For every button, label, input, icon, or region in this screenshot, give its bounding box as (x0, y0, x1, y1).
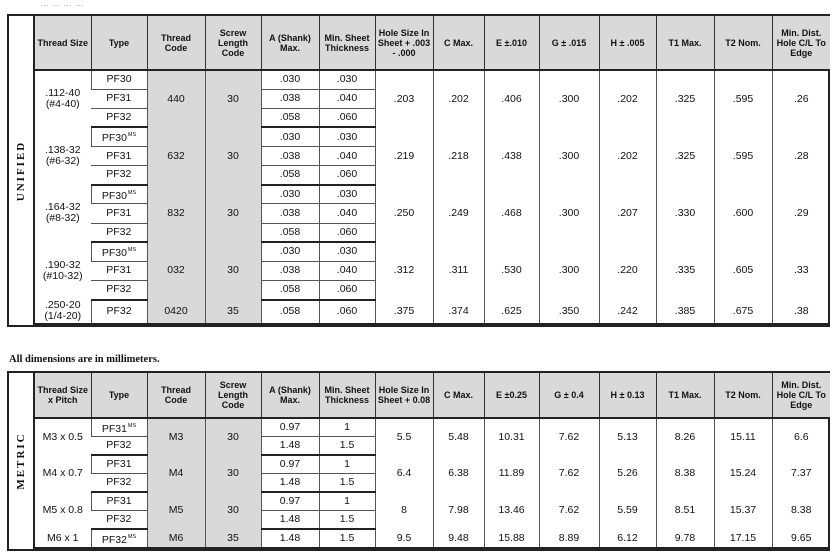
metric-t1-max-cell: 8.38 (656, 455, 714, 492)
metric-e-dim-cell: 11.89 (484, 455, 539, 492)
metric-g-dim-cell: 7.62 (539, 455, 599, 492)
metric-table-row (35, 455, 830, 474)
metric-min-sheet-cell: 1 (319, 455, 375, 474)
unified-e-dim-cell: .438 (484, 127, 539, 184)
unified-c-max-cell: .202 (433, 70, 484, 127)
unified-hole-size-cell: .203 (375, 70, 433, 127)
unified-thread-code-cell: 632 (147, 127, 205, 184)
unified-thread-code-cell: 032 (147, 242, 205, 299)
metric-type-cell (91, 474, 147, 493)
metric-c-max-cell: 7.98 (433, 492, 484, 529)
unified-t1-max-cell: .335 (656, 242, 714, 299)
unified-type-label: PF30 (101, 189, 127, 202)
metric-table (35, 373, 830, 549)
unified-screw-length-cell: 30 (205, 242, 261, 299)
unified-shank-cell: .058 (261, 166, 319, 185)
metric-type-label: PF31 (101, 422, 127, 435)
unified-header-cell: T1 Max. (656, 16, 714, 70)
unified-t1-max-cell: .330 (656, 185, 714, 242)
unified-type-cell (91, 127, 147, 146)
metric-t2-nom-cell: 15.24 (714, 455, 772, 492)
metric-min-dist-cell: 8.38 (772, 492, 830, 529)
metric-h-dim-cell: 5.59 (599, 492, 656, 529)
unified-header-cell: Min. Dist. Hole C/L To Edge (772, 16, 830, 70)
metric-header-row (35, 373, 830, 418)
unified-min-sheet-cell: .060 (319, 166, 375, 185)
metric-table-block (7, 371, 830, 551)
metric-min-dist-cell: 7.37 (772, 455, 830, 492)
metric-hole-size-cell: 9.5 (375, 529, 433, 548)
unified-type-label: PF31 (106, 206, 132, 219)
unified-screw-length-cell: 30 (205, 185, 261, 242)
metric-thread-size-cell: M4 x 0.7 (42, 467, 83, 480)
metric-min-sheet-cell: 1.5 (319, 511, 375, 530)
metric-thread-code-cell: M5 (147, 492, 205, 529)
unified-min-sheet-cell: .060 (319, 280, 375, 299)
unified-table-block (7, 14, 830, 327)
unified-hole-size-cell: .312 (375, 242, 433, 299)
metric-header-cell: Thread Size x Pitch (35, 373, 91, 418)
unified-type-label: PF31 (106, 264, 132, 277)
unified-c-max-cell: .218 (433, 127, 484, 184)
unified-min-dist-cell: .38 (772, 300, 830, 325)
metric-t2-nom-cell: 17.15 (714, 529, 772, 548)
unified-screw-length-cell: 30 (205, 127, 261, 184)
unified-h-dim-cell: .207 (599, 185, 656, 242)
metric-t1-max-cell: 8.51 (656, 492, 714, 529)
unified-header-cell: Thread Size (35, 16, 91, 70)
unified-e-dim-cell: .530 (484, 242, 539, 299)
unified-header-cell: Min. Sheet Thickness (319, 16, 375, 70)
unified-h-dim-cell: .242 (599, 300, 656, 325)
unified-type-cell (91, 300, 147, 325)
metric-h-dim-cell: 5.26 (599, 455, 656, 492)
metric-thread-size-cell: M5 x 0.8 (42, 504, 83, 517)
unified-header-cell: C Max. (433, 16, 484, 70)
metric-table-row (35, 529, 830, 548)
unified-min-sheet-cell: .030 (319, 242, 375, 261)
unified-thread-size-cell: .250-20 (1/4-20) (35, 300, 91, 325)
metric-min-sheet-cell: 1 (319, 418, 375, 437)
unified-type-cell (91, 242, 147, 261)
unified-h-dim-cell: .220 (599, 242, 656, 299)
unified-screw-length-cell: 30 (205, 70, 261, 127)
unified-g-dim-cell: .300 (539, 127, 599, 184)
unified-type-cell (91, 70, 147, 89)
metric-min-sheet-cell: 1 (319, 492, 375, 511)
unified-table-row (35, 185, 830, 204)
unified-type-cell (91, 108, 147, 127)
metric-thread-code-cell: M4 (147, 455, 205, 492)
unified-table (35, 16, 830, 325)
metric-shank-cell: 0.97 (261, 455, 319, 474)
metric-hole-size-cell: 8 (375, 492, 433, 529)
unified-hole-size-cell: .250 (375, 185, 433, 242)
metric-type-label: PF32 (106, 476, 132, 489)
unified-t1-max-cell: .325 (656, 70, 714, 127)
unified-min-sheet-cell: .040 (319, 89, 375, 108)
unified-min-dist-cell: .28 (772, 127, 830, 184)
unified-type-cell (91, 147, 147, 166)
unified-type-label: PF31 (106, 149, 132, 162)
metric-t2-nom-cell: 15.11 (714, 418, 772, 455)
unified-shank-cell: .058 (261, 108, 319, 127)
unified-thread-code-cell: 440 (147, 70, 205, 127)
unified-shank-cell: .030 (261, 70, 319, 89)
unified-header-cell: A (Shank) Max. (261, 16, 319, 70)
metric-header-cell: A (Shank) Max. (261, 373, 319, 418)
unified-ms-badge: MS (127, 246, 137, 253)
metric-t1-max-cell: 8.26 (656, 418, 714, 455)
unified-table-row (35, 70, 830, 89)
metric-e-dim-cell: 13.46 (484, 492, 539, 529)
unified-header-cell: H ± .005 (599, 16, 656, 70)
unified-t2-nom-cell: .675 (714, 300, 772, 325)
unified-c-max-cell: .311 (433, 242, 484, 299)
metric-type-label: PF32 (106, 439, 132, 452)
unified-g-dim-cell: .300 (539, 185, 599, 242)
unified-type-cell (91, 223, 147, 242)
unified-thread-size-cell: .164-32 (#8-32) (44, 201, 81, 225)
metric-header-cell: H ± 0.13 (599, 373, 656, 418)
unified-h-dim-cell: .202 (599, 70, 656, 127)
metric-header-cell: Type (91, 373, 147, 418)
unified-type-label: PF32 (106, 225, 132, 238)
metric-min-sheet-cell: 1.5 (319, 529, 375, 548)
metric-screw-length-cell: 30 (205, 418, 261, 455)
metric-screw-length-cell: 30 (205, 455, 261, 492)
unified-hole-size-cell: .219 (375, 127, 433, 184)
metric-type-cell (91, 511, 147, 530)
metric-header-cell: Hole Size In Sheet + 0.08 (375, 373, 433, 418)
unified-shank-cell: .058 (261, 300, 319, 325)
unified-thread-size-cell: .112-40 (#4-40) (45, 87, 81, 111)
unified-t2-nom-cell: .605 (714, 242, 772, 299)
metric-c-max-cell: 6.38 (433, 455, 484, 492)
metric-g-dim-cell: 7.62 (539, 492, 599, 529)
unified-min-dist-cell: .29 (772, 185, 830, 242)
metric-min-dist-cell: 6.6 (772, 418, 830, 455)
metric-h-dim-cell: 5.13 (599, 418, 656, 455)
unified-header-cell: T2 Nom. (714, 16, 772, 70)
clipped-heading-fragment: … … … … (40, 0, 84, 8)
unified-type-cell (91, 204, 147, 223)
unified-min-sheet-cell: .040 (319, 204, 375, 223)
unified-min-sheet-cell: .040 (319, 147, 375, 166)
metric-header-cell: Min. Dist. Hole C/L To Edge (772, 373, 830, 418)
unified-t2-nom-cell: .600 (714, 185, 772, 242)
unified-shank-cell: .030 (261, 242, 319, 261)
metric-header-cell: E ±0.25 (484, 373, 539, 418)
unified-type-label: PF30 (106, 73, 132, 86)
unified-header-cell: Hole Size In Sheet + .003 - .000 (375, 16, 433, 70)
unified-shank-cell: .038 (261, 261, 319, 280)
unified-min-dist-cell: .33 (772, 242, 830, 299)
unified-header-cell: Screw Length Code (205, 16, 261, 70)
metric-min-sheet-cell: 1.5 (319, 474, 375, 493)
unified-hole-size-cell: .375 (375, 300, 433, 325)
unified-thread-size-cell: .138-32 (#6-32) (44, 144, 81, 168)
unified-t1-max-cell: .325 (656, 127, 714, 184)
metric-header-cell: Thread Code (147, 373, 205, 418)
metric-type-cell (91, 418, 147, 437)
metric-header-cell: T1 Max. (656, 373, 714, 418)
metric-type-cell (91, 529, 147, 548)
unified-min-sheet-cell: .060 (319, 223, 375, 242)
unified-t2-nom-cell: .595 (714, 70, 772, 127)
unified-shank-cell: .038 (261, 147, 319, 166)
metric-screw-length-cell: 30 (205, 492, 261, 529)
metric-header-cell: Min. Sheet Thickness (319, 373, 375, 418)
unified-shank-cell: .030 (261, 185, 319, 204)
metric-shank-cell: 1.48 (261, 511, 319, 530)
unified-type-cell (91, 89, 147, 108)
metric-c-max-cell: 5.48 (433, 418, 484, 455)
unified-min-dist-cell: .26 (772, 70, 830, 127)
metric-header-cell: T2 Nom. (714, 373, 772, 418)
unified-type-label: PF30 (101, 246, 127, 259)
metric-t2-nom-cell: 15.37 (714, 492, 772, 529)
metric-thread-size-cell: M6 x 1 (35, 529, 91, 548)
unified-type-label: PF32 (106, 168, 132, 181)
metric-thread-size-cell: M3 x 0.5 (42, 430, 83, 443)
unified-c-max-cell: .374 (433, 300, 484, 325)
unified-shank-cell: .058 (261, 280, 319, 299)
metric-min-sheet-cell: 1.5 (319, 437, 375, 456)
metric-ms-badge: MS (127, 422, 137, 429)
metric-thread-code-cell: M3 (147, 418, 205, 455)
unified-e-dim-cell: .406 (484, 70, 539, 127)
unified-ms-badge: MS (127, 132, 137, 139)
unified-t1-max-cell: .385 (656, 300, 714, 325)
unified-header-cell: Type (91, 16, 147, 70)
unified-shank-cell: .038 (261, 204, 319, 223)
metric-type-cell (91, 437, 147, 456)
metric-shank-cell: 1.48 (261, 474, 319, 493)
unified-min-sheet-cell: .030 (319, 127, 375, 146)
metric-c-max-cell: 9.48 (433, 529, 484, 548)
unified-min-sheet-cell: .060 (319, 300, 375, 325)
metric-screw-length-cell: 35 (205, 529, 261, 548)
metric-type-label: PF32 (106, 513, 132, 526)
metric-type-label: PF31 (106, 458, 132, 471)
unified-t2-nom-cell: .595 (714, 127, 772, 184)
unified-ms-badge: MS (127, 189, 137, 196)
unified-min-sheet-cell: .030 (319, 70, 375, 89)
metric-type-cell (91, 492, 147, 511)
unified-shank-cell: .030 (261, 127, 319, 146)
unified-type-label: PF32 (106, 305, 132, 318)
metric-g-dim-cell: 7.62 (539, 418, 599, 455)
unified-type-cell (91, 166, 147, 185)
metric-h-dim-cell: 6.12 (599, 529, 656, 548)
metric-header-cell: Screw Length Code (205, 373, 261, 418)
unified-type-cell (91, 280, 147, 299)
unified-c-max-cell: .249 (433, 185, 484, 242)
unified-type-label: PF30 (101, 132, 127, 145)
unified-g-dim-cell: .350 (539, 300, 599, 325)
metric-thread-code-cell: M6 (147, 529, 205, 548)
metric-shank-cell: 1.48 (261, 437, 319, 456)
unified-table-row (35, 127, 830, 146)
unified-type-label: PF32 (106, 283, 132, 296)
unified-g-dim-cell: .300 (539, 242, 599, 299)
unified-thread-size-cell: .190-32 (#10-32) (42, 258, 83, 282)
unified-header-cell: E ±.010 (484, 16, 539, 70)
unified-type-label: PF31 (106, 92, 132, 105)
metric-type-label: PF31 (106, 495, 132, 508)
unified-min-sheet-cell: .040 (319, 261, 375, 280)
metric-shank-cell: 1.48 (261, 529, 319, 548)
unified-thread-code-cell: 0420 (147, 300, 205, 325)
metric-ms-badge: MS (127, 533, 137, 540)
unified-shank-cell: .038 (261, 89, 319, 108)
metric-g-dim-cell: 8.89 (539, 529, 599, 548)
unified-side-label: UNIFIED (9, 16, 35, 325)
unified-e-dim-cell: .625 (484, 300, 539, 325)
unified-table-row (35, 242, 830, 261)
units-note: All dimensions are in millimeters. (9, 354, 160, 365)
metric-t1-max-cell: 9.78 (656, 529, 714, 548)
metric-type-label: PF32 (101, 533, 127, 546)
unified-header-cell: Thread Code (147, 16, 205, 70)
unified-min-sheet-cell: .030 (319, 185, 375, 204)
unified-header-cell: G ± .015 (539, 16, 599, 70)
metric-side-label: METRIC (9, 373, 35, 549)
unified-thread-code-cell: 832 (147, 185, 205, 242)
metric-table-row (35, 418, 830, 437)
metric-type-cell (91, 455, 147, 474)
unified-type-cell (91, 185, 147, 204)
metric-e-dim-cell: 10.31 (484, 418, 539, 455)
metric-hole-size-cell: 6.4 (375, 455, 433, 492)
metric-header-cell: C Max. (433, 373, 484, 418)
metric-shank-cell: 0.97 (261, 492, 319, 511)
unified-table-row (35, 300, 830, 325)
unified-min-sheet-cell: .060 (319, 108, 375, 127)
metric-shank-cell: 0.97 (261, 418, 319, 437)
metric-e-dim-cell: 15.88 (484, 529, 539, 548)
unified-h-dim-cell: .202 (599, 127, 656, 184)
unified-screw-length-cell: 35 (205, 300, 261, 325)
metric-hole-size-cell: 5.5 (375, 418, 433, 455)
unified-shank-cell: .058 (261, 223, 319, 242)
unified-type-label: PF32 (106, 111, 132, 124)
unified-g-dim-cell: .300 (539, 70, 599, 127)
unified-header-row (35, 16, 830, 70)
unified-type-cell (91, 261, 147, 280)
unified-e-dim-cell: .468 (484, 185, 539, 242)
metric-table-row (35, 492, 830, 511)
metric-min-dist-cell: 9.65 (772, 529, 830, 548)
metric-header-cell: G ± 0.4 (539, 373, 599, 418)
